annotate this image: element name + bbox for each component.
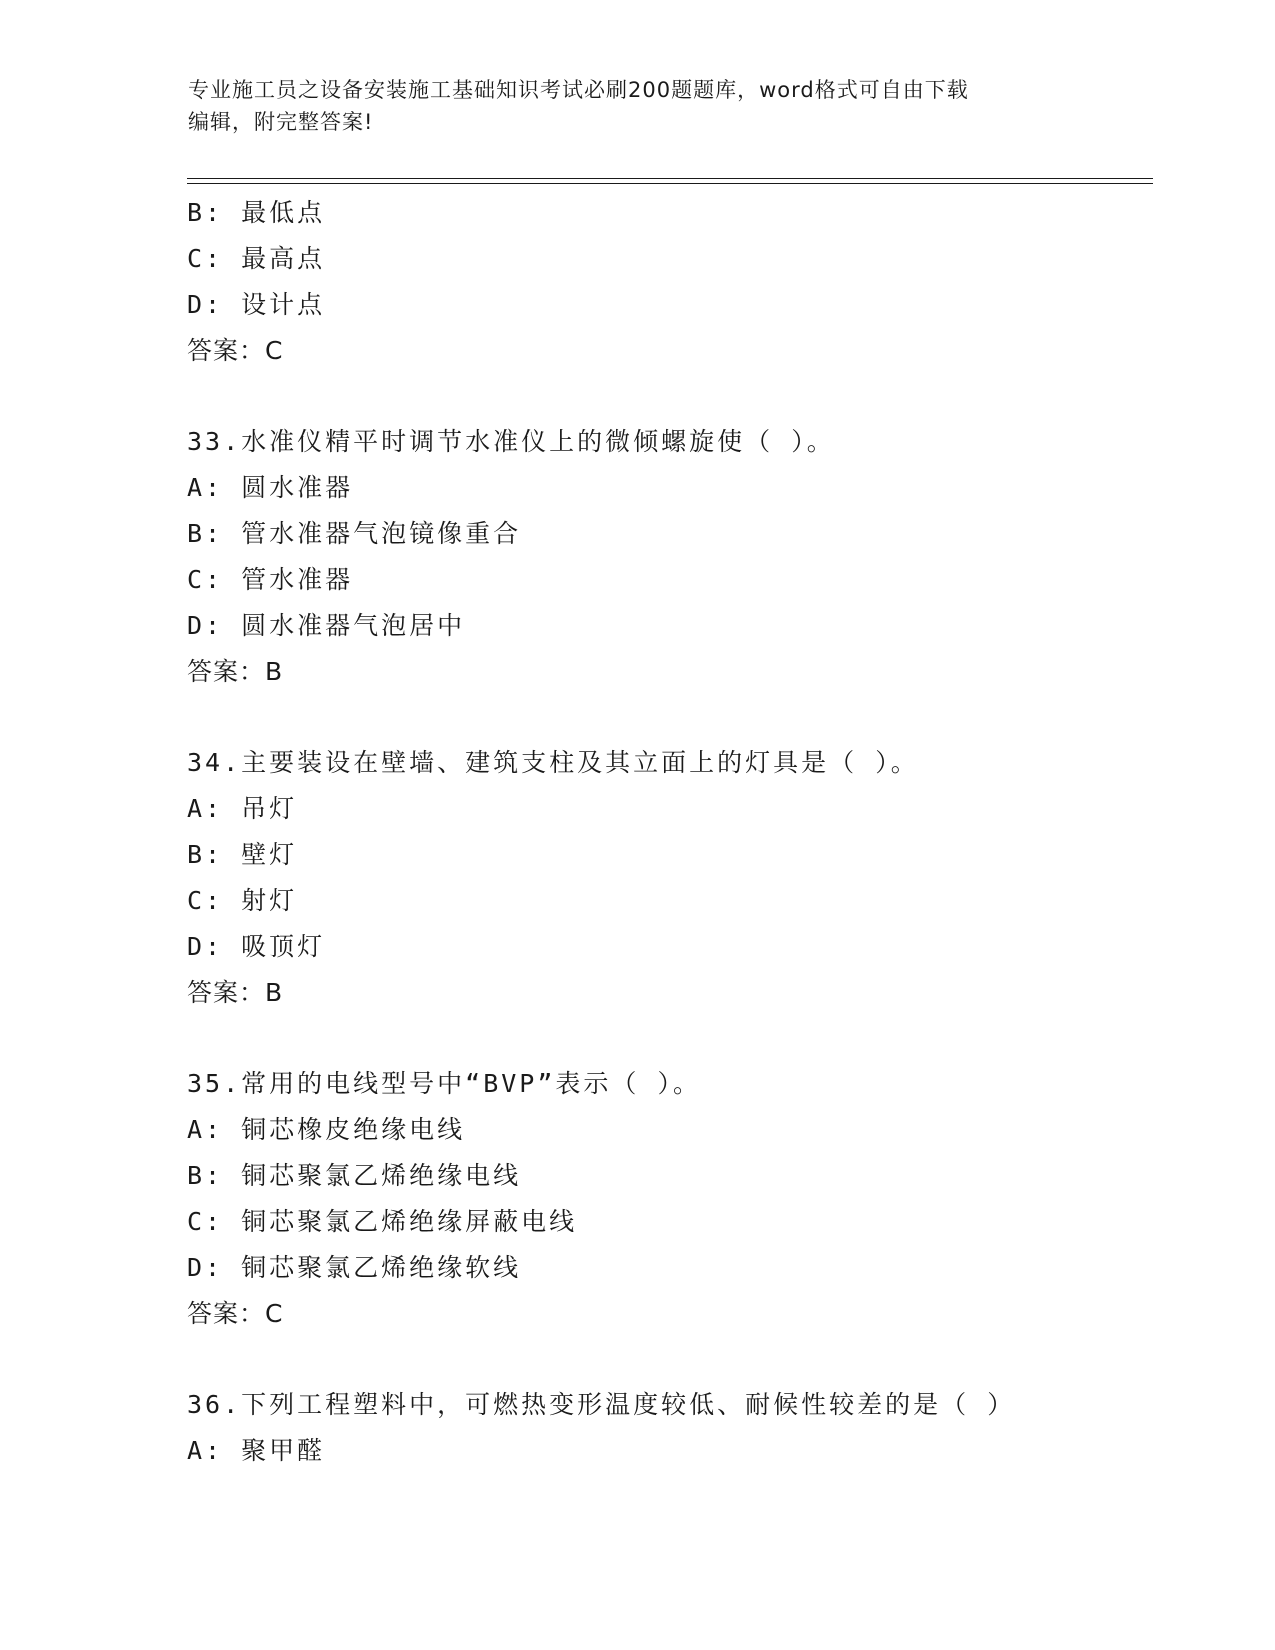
q33-option-d: D: 圆水准器气泡居中 xyxy=(187,611,466,640)
q33-answer: 答案：B xyxy=(187,657,284,686)
q34-option-a: A: 吊灯 xyxy=(187,794,298,823)
q36-question-text: 36.下列工程塑料中，可燃热变形温度较低、耐候性较差的是（ ） xyxy=(187,1390,1016,1419)
q34-option-c: C: 射灯 xyxy=(187,886,298,915)
q32-option-b: B: 最低点 xyxy=(187,198,326,227)
q33-option-a: A: 圆水准器 xyxy=(187,473,354,502)
spacer xyxy=(187,1337,1147,1382)
header-divider-top xyxy=(187,178,1153,179)
spacer xyxy=(187,1016,1147,1061)
q35-option-c: C: 铜芯聚氯乙烯绝缘屏蔽电线 xyxy=(187,1207,578,1236)
q36-option-a: A: 聚甲醛 xyxy=(187,1436,326,1465)
q34-question-text: 34.主要装设在壁墙、建筑支柱及其立面上的灯具是（ ）。 xyxy=(187,748,919,777)
question-list xyxy=(187,190,1147,1474)
spacer xyxy=(187,695,1147,740)
q35-answer: 答案：C xyxy=(187,1299,284,1328)
document-header xyxy=(188,74,1068,138)
q32-option-c: C: 最高点 xyxy=(187,244,326,273)
q35-option-b: B: 铜芯聚氯乙烯绝缘电线 xyxy=(187,1161,522,1190)
q34-answer: 答案：B xyxy=(187,978,284,1007)
q35-option-d: D: 铜芯聚氯乙烯绝缘软线 xyxy=(187,1253,522,1282)
header-divider-bottom xyxy=(187,183,1153,184)
q33-question-text: 33.水准仪精平时调节水准仪上的微倾螺旋使（ ）。 xyxy=(187,427,835,456)
q34-option-d: D: 吸顶灯 xyxy=(187,932,326,961)
question-32 xyxy=(187,190,1147,374)
q35-option-a: A: 铜芯橡皮绝缘电线 xyxy=(187,1115,466,1144)
question-34 xyxy=(187,740,1147,1016)
q34-option-b: B: 壁灯 xyxy=(187,840,298,869)
header-title-line-2: 编辑，附完整答案! xyxy=(188,110,374,134)
q33-option-c: C: 管水准器 xyxy=(187,565,354,594)
spacer xyxy=(187,374,1147,419)
header-title-line-1: 专业施工员之设备安装施工基础知识考试必刷200题题库，word格式可自由下载 xyxy=(188,78,969,102)
q32-answer: 答案：C xyxy=(187,336,284,365)
question-33 xyxy=(187,419,1147,695)
question-35 xyxy=(187,1061,1147,1337)
question-36 xyxy=(187,1382,1147,1474)
q33-option-b: B: 管水准器气泡镜像重合 xyxy=(187,519,522,548)
q32-option-d: D: 设计点 xyxy=(187,290,326,319)
q35-question-text: 35.常用的电线型号中“BVP”表示（ ）。 xyxy=(187,1069,701,1098)
